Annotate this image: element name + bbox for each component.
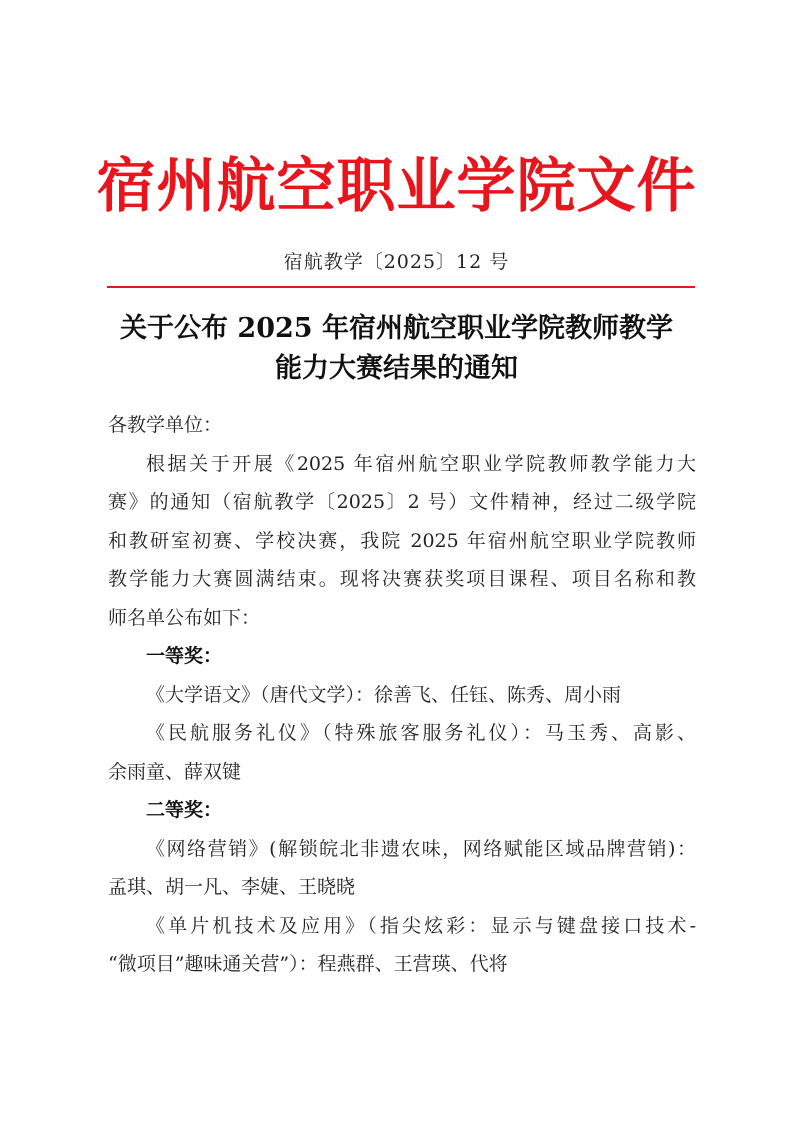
second-prize-entry-continuation: “微项目”趣味通关营”）：程燕群、王营瑛、代将 [108,953,508,975]
salutation: 各教学单位： [108,414,223,436]
notice-title-line-2: 能力大赛结果的通知 [275,353,518,384]
intro-line: 师名单公布如下： [108,606,261,629]
notice-title [80,309,713,389]
intro-line: 和教研室初赛、学校决赛，我院 2025 年宿州航空职业学院教师 [108,529,696,552]
intro-line: 教学能力大赛圆满结束。现将决赛获奖项目课程、项目名称和教 [108,568,696,590]
first-prize-entry: 《民航服务礼仪》（特殊旅客服务礼仪）：马玉秀、高影、 [146,722,696,744]
document-number: 宿航教学〔2025〕12 号 [283,251,510,273]
second-prize-heading: 二等奖： [146,799,223,821]
document-header-title: 宿州航空职业学院文件 [96,151,697,220]
intro-line: 根据关于开展《2025 年宿州航空职业学院教师教学能力大 [146,452,696,475]
red-divider-line [107,286,695,288]
notice-title-line-1: 关于公布 2025 年宿州航空职业学院教师教学 [120,313,673,344]
second-prize-entry-continuation: 孟琪、胡一凡、李婕、王晓晓 [108,876,356,898]
second-prize-entry: 《网络营销》(解锁皖北非遗农味，网络赋能区域品牌营销)： [146,837,696,860]
first-prize-heading: 一等奖： [146,645,223,667]
first-prize-entry: 《大学语文》（唐代文学）：徐善飞、任钰、陈秀、周小雨 [146,683,622,706]
second-prize-entry: 《单片机技术及应用》（指尖炫彩：显示与键盘接口技术- [146,914,696,937]
intro-line: 赛》的通知（宿航教学〔2025〕2 号）文件精神，经过二级学院 [108,491,696,513]
first-prize-entry-continuation: 余雨童、薛双键 [108,760,242,783]
notice-body [108,406,696,984]
